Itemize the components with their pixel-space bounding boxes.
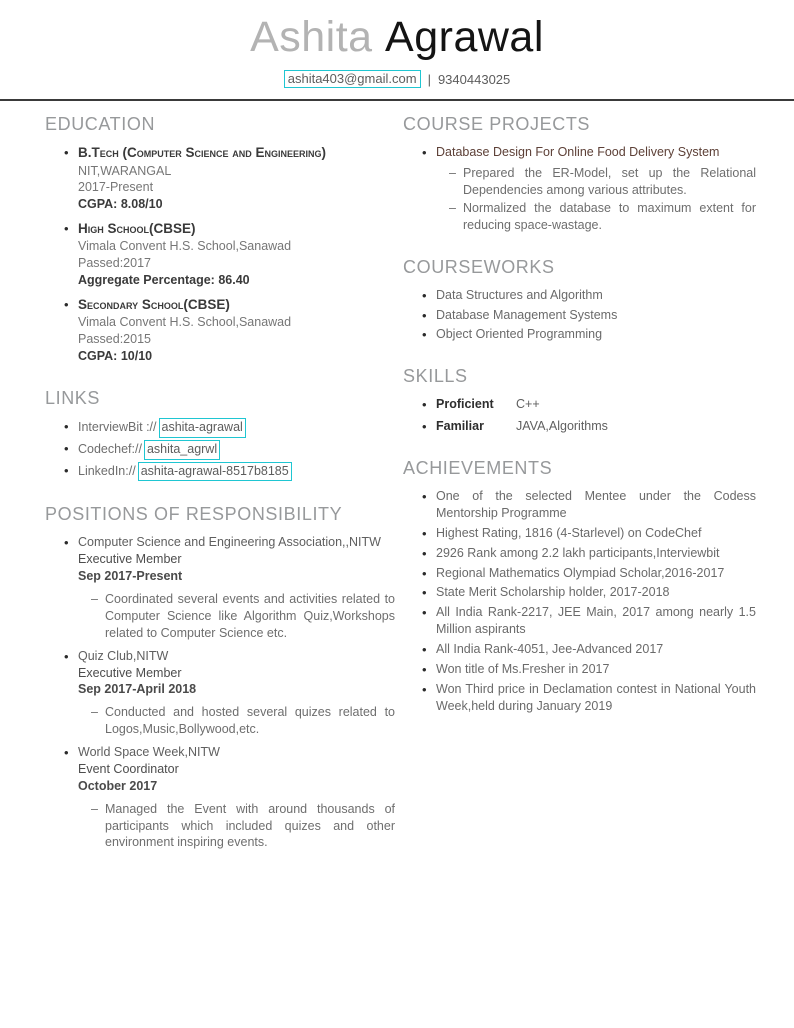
education-school: Vimala Convent H.S. School,Sanawad bbox=[78, 239, 292, 254]
link-item bbox=[45, 462, 395, 482]
positions-list bbox=[45, 534, 395, 851]
education-dates: 2017-Present bbox=[78, 180, 154, 195]
courseworks-heading: COURSEWORKS bbox=[403, 256, 555, 277]
link-prefix: Codechef:// bbox=[78, 441, 142, 456]
education-score: Aggregate Percentage: 86.40 bbox=[78, 273, 250, 288]
section-achievements bbox=[403, 458, 756, 715]
position-role: Event Coordinator bbox=[78, 761, 179, 776]
skill-item bbox=[403, 418, 756, 435]
education-school: Vimala Convent H.S. School,Sanawad bbox=[78, 315, 292, 330]
section-links bbox=[45, 388, 395, 482]
left-column bbox=[45, 114, 395, 874]
section-course-projects bbox=[403, 114, 756, 233]
education-degree: • B.Tech (Computer Science and Engineering) bbox=[78, 145, 327, 161]
achievement-item: • Highest Rating, 1816 (4-Starlevel) on CodeChef bbox=[403, 525, 756, 542]
courseworks-list bbox=[403, 287, 756, 344]
email-link[interactable]: ashita403@gmail.com bbox=[284, 70, 421, 88]
position-organization: • Computer Science and Engineering Association,,NITW bbox=[78, 535, 381, 550]
education-degree: • Secondary School(CBSE) bbox=[78, 296, 230, 312]
education-score: CGPA: 8.08/10 bbox=[78, 197, 163, 212]
position-detail: – Coordinated several events and activities related to Computer Science like Algorithm Quiz,Workshops related to Computer Science etc. bbox=[78, 591, 395, 642]
achievement-item: • One of the selected Mentee under the Codess Mentorship Programme bbox=[403, 488, 756, 522]
links-heading: LINKS bbox=[45, 387, 101, 408]
section-skills bbox=[403, 366, 756, 435]
achievements-heading: ACHIEVEMENTS bbox=[403, 458, 553, 479]
position-organization: • World Space Week,NITW bbox=[78, 745, 220, 760]
link-item bbox=[45, 440, 395, 460]
first-name: Ashita bbox=[250, 13, 373, 61]
achievement-item: • 2926 Rank among 2.2 lakh participants,Interviewbit bbox=[403, 545, 756, 562]
education-dates: Passed:2017 bbox=[78, 256, 151, 271]
achievement-item: • Won title of Ms.Fresher in 2017 bbox=[403, 661, 756, 678]
position-role: Executive Member bbox=[78, 665, 182, 680]
skill-level: Familiar bbox=[436, 419, 484, 434]
link-item bbox=[45, 418, 395, 438]
achievement-item: • All India Rank-2217, JEE Main, 2017 among nearly 1.5 Million aspirants bbox=[403, 604, 756, 638]
coursework-item: • Database Management Systems bbox=[403, 307, 756, 324]
achievements-list bbox=[403, 488, 756, 715]
achievement-item: • State Merit Scholarship holder, 2017-2018 bbox=[403, 584, 756, 601]
education-heading: EDUCATION bbox=[45, 114, 156, 135]
position-detail: – Managed the Event with around thousands of participants which included quizes and other environment inspiring events. bbox=[78, 801, 395, 852]
link-username-interviewbit[interactable]: ashita-agrawal bbox=[159, 418, 246, 438]
skill-level: Proficient bbox=[436, 397, 494, 412]
skill-item bbox=[403, 396, 756, 413]
content-columns bbox=[0, 101, 794, 874]
education-dates: Passed:2015 bbox=[78, 332, 151, 347]
education-school: NIT,WARANGAL bbox=[78, 163, 172, 178]
education-degree: • High School(CBSE) bbox=[78, 221, 196, 237]
achievement-item: • Regional Mathematics Olympiad Scholar,2016-2017 bbox=[403, 565, 756, 582]
education-item bbox=[45, 144, 395, 213]
course-projects-heading: COURSE PROJECTS bbox=[403, 114, 591, 135]
education-item bbox=[45, 296, 395, 365]
contact-separator: | bbox=[427, 71, 431, 87]
position-role: Executive Member bbox=[78, 552, 182, 567]
position-dates: Sep 2017-Present bbox=[78, 569, 183, 584]
section-courseworks bbox=[403, 257, 756, 344]
last-name: Agrawal bbox=[385, 13, 544, 61]
link-prefix: InterviewBit :// bbox=[78, 419, 157, 434]
positions-heading: POSITIONS OF RESPONSIBILITY bbox=[45, 504, 343, 525]
section-education bbox=[45, 114, 395, 365]
position-organization: • Quiz Club,NITW bbox=[78, 648, 169, 663]
achievement-item: • All India Rank-4051, Jee-Advanced 2017 bbox=[403, 641, 756, 658]
education-score: CGPA: 10/10 bbox=[78, 348, 153, 363]
coursework-item: • Data Structures and Algorithm bbox=[403, 287, 756, 304]
position-dates: Sep 2017-April 2018 bbox=[78, 682, 197, 697]
achievement-item: • Won Third price in Declamation contest in National Youth Week,held during January 2019 bbox=[403, 681, 756, 715]
link-username-linkedin[interactable]: ashita-agrawal-8517b8185 bbox=[138, 462, 292, 482]
position-item bbox=[45, 648, 395, 738]
position-item bbox=[45, 534, 395, 641]
skills-heading: SKILLS bbox=[403, 366, 468, 387]
position-item bbox=[45, 744, 395, 851]
section-positions bbox=[45, 504, 395, 851]
contact-line bbox=[0, 70, 794, 88]
skills-list bbox=[403, 396, 756, 435]
project-item bbox=[403, 144, 756, 233]
header bbox=[0, 0, 794, 88]
education-item bbox=[45, 220, 395, 289]
project-title: • Database Design For Online Food Delivery System bbox=[436, 145, 720, 160]
position-dates: October 2017 bbox=[78, 778, 158, 793]
links-list bbox=[45, 418, 395, 482]
coursework-item: • Object Oriented Programming bbox=[403, 326, 756, 343]
position-detail: – Conducted and hosted several quizes related to Logos,Music,Bollywood,etc. bbox=[78, 704, 395, 738]
course-projects-list bbox=[403, 144, 756, 233]
education-list bbox=[45, 144, 395, 365]
project-detail: – Prepared the ER-Model, set up the Relational Dependencies among various attributes. bbox=[436, 165, 756, 199]
name-heading bbox=[0, 14, 794, 61]
link-username-codechef[interactable]: ashita_agrwl bbox=[144, 440, 220, 460]
project-detail: – Normalized the database to maximum extent for reducing space-wastage. bbox=[436, 200, 756, 234]
right-column bbox=[403, 114, 756, 874]
link-prefix: LinkedIn:// bbox=[78, 463, 136, 478]
phone-number: 9340443025 bbox=[437, 71, 511, 87]
skill-technologies: C++ bbox=[516, 397, 540, 412]
skill-technologies: JAVA,Algorithms bbox=[516, 419, 608, 434]
